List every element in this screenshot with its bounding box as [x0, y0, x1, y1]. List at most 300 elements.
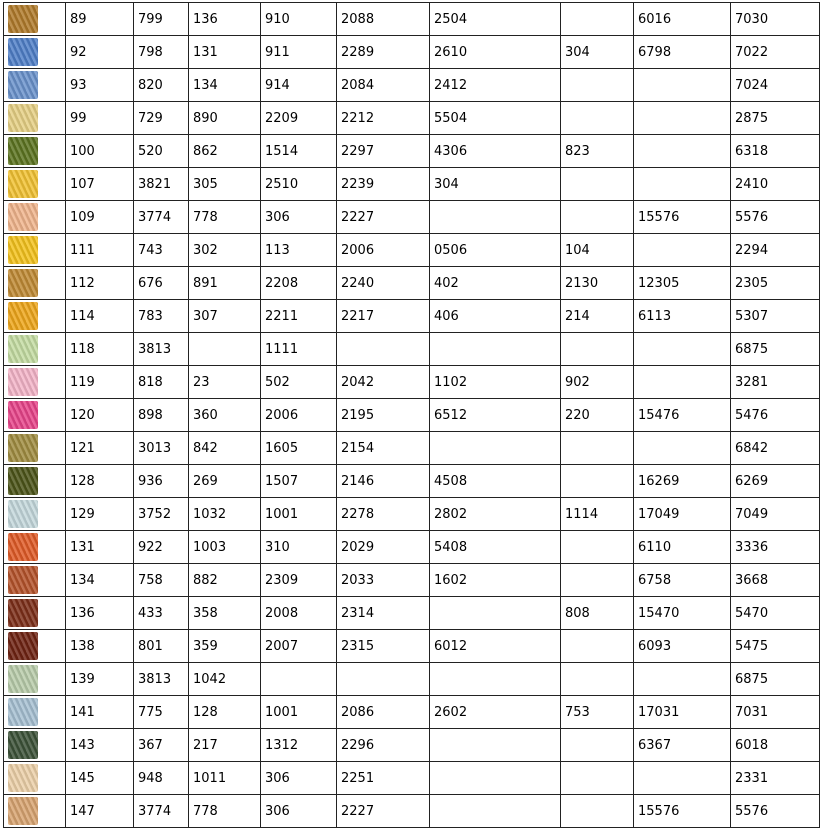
table-cell: 862: [189, 135, 261, 168]
table-row: [4, 729, 820, 762]
table-cell: 753: [561, 696, 634, 729]
table-cell: 2208: [261, 267, 337, 300]
table-cell: 109: [66, 201, 134, 234]
swatch-cell: [4, 168, 66, 201]
table-cell: [634, 366, 731, 399]
table-row: [4, 663, 820, 696]
table-row: [4, 465, 820, 498]
table-row: [4, 597, 820, 630]
table-cell: [561, 69, 634, 102]
table-cell: 147: [66, 795, 134, 828]
table-row: [4, 3, 820, 36]
table-row: [4, 267, 820, 300]
table-cell: 2510: [261, 168, 337, 201]
table-cell: 2227: [337, 201, 430, 234]
table-body: [4, 3, 820, 828]
table-cell: 898: [134, 399, 189, 432]
table-cell: [430, 201, 561, 234]
table-cell: 89: [66, 3, 134, 36]
table-cell: 1032: [189, 498, 261, 531]
swatch-cell: [4, 630, 66, 663]
thread-color-swatch: [8, 434, 38, 462]
table-cell: 129: [66, 498, 134, 531]
table-cell: 1114: [561, 498, 634, 531]
thread-color-swatch: [8, 5, 38, 33]
table-row: [4, 630, 820, 663]
table-cell: 3013: [134, 432, 189, 465]
table-cell: 6012: [430, 630, 561, 663]
table-cell: [561, 630, 634, 663]
table-cell: 3752: [134, 498, 189, 531]
table-cell: 1507: [261, 465, 337, 498]
table-cell: 1003: [189, 531, 261, 564]
table-row: [4, 432, 820, 465]
table-cell: 2289: [337, 36, 430, 69]
table-cell: [634, 762, 731, 795]
table-cell: 304: [430, 168, 561, 201]
table-cell: 6875: [731, 663, 820, 696]
swatch-cell: [4, 36, 66, 69]
thread-color-swatch: [8, 203, 38, 231]
table-cell: [430, 597, 561, 630]
table-cell: 799: [134, 3, 189, 36]
table-cell: 2029: [337, 531, 430, 564]
table-row: [4, 762, 820, 795]
swatch-cell: [4, 729, 66, 762]
table-cell: 2227: [337, 795, 430, 828]
table-cell: 134: [66, 564, 134, 597]
table-cell: 2086: [337, 696, 430, 729]
thread-color-swatch: [8, 236, 38, 264]
table-cell: [634, 234, 731, 267]
table-cell: 139: [66, 663, 134, 696]
table-cell: 112: [66, 267, 134, 300]
table-cell: 2305: [731, 267, 820, 300]
table-cell: [561, 3, 634, 36]
table-cell: 2033: [337, 564, 430, 597]
table-cell: 307: [189, 300, 261, 333]
table-cell: 99: [66, 102, 134, 135]
table-row: [4, 102, 820, 135]
table-cell: 2504: [430, 3, 561, 36]
table-cell: 2239: [337, 168, 430, 201]
table-cell: 6113: [634, 300, 731, 333]
table-row: [4, 498, 820, 531]
table-cell: 358: [189, 597, 261, 630]
swatch-cell: [4, 762, 66, 795]
table-row: [4, 234, 820, 267]
table-cell: [561, 432, 634, 465]
table-row: [4, 201, 820, 234]
table-cell: 306: [261, 762, 337, 795]
table-cell: 1042: [189, 663, 261, 696]
table-cell: 220: [561, 399, 634, 432]
table-cell: 15576: [634, 201, 731, 234]
table-cell: [430, 663, 561, 696]
thread-color-swatch: [8, 71, 38, 99]
thread-color-swatch: [8, 137, 38, 165]
thread-color-swatch: [8, 467, 38, 495]
table-cell: 2088: [337, 3, 430, 36]
swatch-cell: [4, 564, 66, 597]
table-cell: 5475: [731, 630, 820, 663]
table-cell: [561, 168, 634, 201]
thread-color-swatch: [8, 269, 38, 297]
table-cell: 214: [561, 300, 634, 333]
table-cell: 128: [66, 465, 134, 498]
table-cell: [634, 135, 731, 168]
table-cell: 121: [66, 432, 134, 465]
table-cell: 2410: [731, 168, 820, 201]
table-cell: 367: [134, 729, 189, 762]
thread-color-swatch: [8, 38, 38, 66]
thread-color-swatch: [8, 764, 38, 792]
swatch-cell: [4, 795, 66, 828]
thread-color-swatch: [8, 533, 38, 561]
swatch-cell: [4, 399, 66, 432]
table-cell: 6367: [634, 729, 731, 762]
table-cell: 4508: [430, 465, 561, 498]
table-cell: 729: [134, 102, 189, 135]
table-cell: 1111: [261, 333, 337, 366]
table-cell: 5408: [430, 531, 561, 564]
thread-color-swatch: [8, 599, 38, 627]
table-cell: 107: [66, 168, 134, 201]
table-cell: [634, 333, 731, 366]
thread-color-swatch: [8, 665, 38, 693]
table-cell: 1102: [430, 366, 561, 399]
table-cell: 758: [134, 564, 189, 597]
table-cell: [261, 663, 337, 696]
table-row: [4, 333, 820, 366]
table-cell: 113: [261, 234, 337, 267]
swatch-cell: [4, 696, 66, 729]
table-cell: 2331: [731, 762, 820, 795]
table-cell: 6093: [634, 630, 731, 663]
swatch-cell: [4, 663, 66, 696]
table-cell: 2212: [337, 102, 430, 135]
table-cell: 6016: [634, 3, 731, 36]
table-cell: 2240: [337, 267, 430, 300]
table-cell: 902: [561, 366, 634, 399]
swatch-cell: [4, 69, 66, 102]
table-row: [4, 531, 820, 564]
table-cell: 269: [189, 465, 261, 498]
table-cell: 2211: [261, 300, 337, 333]
table-cell: 104: [561, 234, 634, 267]
table-cell: [189, 333, 261, 366]
table-cell: 7022: [731, 36, 820, 69]
table-cell: 305: [189, 168, 261, 201]
table-row: [4, 69, 820, 102]
table-cell: 12305: [634, 267, 731, 300]
table-cell: 3281: [731, 366, 820, 399]
table-cell: 2007: [261, 630, 337, 663]
table-cell: 676: [134, 267, 189, 300]
table-cell: 7024: [731, 69, 820, 102]
table-cell: [561, 465, 634, 498]
table-cell: 15576: [634, 795, 731, 828]
table-cell: 3668: [731, 564, 820, 597]
table-cell: 3821: [134, 168, 189, 201]
table-cell: [430, 729, 561, 762]
table-row: [4, 36, 820, 69]
table-row: [4, 135, 820, 168]
table-cell: 2154: [337, 432, 430, 465]
table-cell: [634, 168, 731, 201]
table-cell: 801: [134, 630, 189, 663]
table-cell: [337, 333, 430, 366]
table-row: [4, 696, 820, 729]
table-cell: 92: [66, 36, 134, 69]
table-cell: 406: [430, 300, 561, 333]
table-cell: 882: [189, 564, 261, 597]
swatch-cell: [4, 432, 66, 465]
table-cell: 7031: [731, 696, 820, 729]
table-cell: [561, 795, 634, 828]
thread-color-swatch: [8, 731, 38, 759]
table-cell: [430, 795, 561, 828]
table-cell: 911: [261, 36, 337, 69]
table-cell: 6269: [731, 465, 820, 498]
table-cell: [561, 762, 634, 795]
table-row: [4, 399, 820, 432]
table-cell: 778: [189, 795, 261, 828]
table-cell: 17031: [634, 696, 731, 729]
color-conversion-table: [3, 2, 820, 828]
table-cell: 100: [66, 135, 134, 168]
table-cell: 5470: [731, 597, 820, 630]
table-cell: 16269: [634, 465, 731, 498]
table-cell: 402: [430, 267, 561, 300]
table-cell: [561, 201, 634, 234]
table-cell: 818: [134, 366, 189, 399]
table-cell: 7030: [731, 3, 820, 36]
table-cell: 910: [261, 3, 337, 36]
table-cell: 2802: [430, 498, 561, 531]
table-cell: [430, 432, 561, 465]
table-cell: [634, 102, 731, 135]
table-cell: 310: [261, 531, 337, 564]
table-cell: 890: [189, 102, 261, 135]
table-row: [4, 366, 820, 399]
table-cell: 2315: [337, 630, 430, 663]
table-cell: 2146: [337, 465, 430, 498]
table-cell: 775: [134, 696, 189, 729]
table-cell: 217: [189, 729, 261, 762]
table-cell: 304: [561, 36, 634, 69]
table-cell: [561, 663, 634, 696]
table-cell: 783: [134, 300, 189, 333]
swatch-cell: [4, 498, 66, 531]
table-cell: 2251: [337, 762, 430, 795]
table-cell: 778: [189, 201, 261, 234]
swatch-cell: [4, 234, 66, 267]
table-cell: 15470: [634, 597, 731, 630]
table-cell: 2610: [430, 36, 561, 69]
table-cell: 1602: [430, 564, 561, 597]
table-cell: [430, 333, 561, 366]
table-cell: 2042: [337, 366, 430, 399]
table-cell: [634, 69, 731, 102]
table-cell: 936: [134, 465, 189, 498]
table-cell: 4306: [430, 135, 561, 168]
table-cell: 798: [134, 36, 189, 69]
table-cell: 2130: [561, 267, 634, 300]
table-cell: 5504: [430, 102, 561, 135]
table-cell: 1312: [261, 729, 337, 762]
table-cell: 2875: [731, 102, 820, 135]
table-cell: 2084: [337, 69, 430, 102]
table-cell: 6018: [731, 729, 820, 762]
thread-color-swatch: [8, 500, 38, 528]
swatch-cell: [4, 531, 66, 564]
table-cell: 2602: [430, 696, 561, 729]
table-cell: 2297: [337, 135, 430, 168]
table-cell: 5307: [731, 300, 820, 333]
table-cell: 823: [561, 135, 634, 168]
table-cell: 5576: [731, 795, 820, 828]
table-cell: 17049: [634, 498, 731, 531]
table-cell: 6110: [634, 531, 731, 564]
table-row: [4, 795, 820, 828]
table-cell: [430, 762, 561, 795]
thread-color-swatch: [8, 335, 38, 363]
table-row: [4, 564, 820, 597]
table-cell: 6842: [731, 432, 820, 465]
table-cell: 6318: [731, 135, 820, 168]
table-cell: 1001: [261, 696, 337, 729]
table-cell: 2217: [337, 300, 430, 333]
table-cell: 2006: [337, 234, 430, 267]
table-cell: [337, 663, 430, 696]
table-cell: 1011: [189, 762, 261, 795]
table-cell: 6758: [634, 564, 731, 597]
table-cell: 131: [189, 36, 261, 69]
table-cell: 0506: [430, 234, 561, 267]
table-cell: 433: [134, 597, 189, 630]
table-cell: 2412: [430, 69, 561, 102]
table-cell: 1514: [261, 135, 337, 168]
table-cell: 3813: [134, 663, 189, 696]
table-cell: 2209: [261, 102, 337, 135]
table-cell: 141: [66, 696, 134, 729]
table-cell: 2296: [337, 729, 430, 762]
table-cell: 138: [66, 630, 134, 663]
table-cell: 306: [261, 201, 337, 234]
swatch-cell: [4, 333, 66, 366]
table-cell: 922: [134, 531, 189, 564]
thread-color-swatch: [8, 566, 38, 594]
table-cell: 93: [66, 69, 134, 102]
table-cell: 145: [66, 762, 134, 795]
swatch-cell: [4, 267, 66, 300]
table-cell: 7049: [731, 498, 820, 531]
swatch-cell: [4, 300, 66, 333]
swatch-cell: [4, 366, 66, 399]
table-cell: 306: [261, 795, 337, 828]
table-cell: [561, 333, 634, 366]
table-row: [4, 300, 820, 333]
table-cell: 3336: [731, 531, 820, 564]
table-cell: 302: [189, 234, 261, 267]
table-cell: [634, 663, 731, 696]
table-cell: 502: [261, 366, 337, 399]
swatch-cell: [4, 465, 66, 498]
swatch-cell: [4, 102, 66, 135]
swatch-cell: [4, 135, 66, 168]
table-cell: 520: [134, 135, 189, 168]
table-cell: 1605: [261, 432, 337, 465]
table-cell: 120: [66, 399, 134, 432]
table-cell: [634, 432, 731, 465]
table-cell: 23: [189, 366, 261, 399]
thread-color-swatch: [8, 698, 38, 726]
table-cell: 5476: [731, 399, 820, 432]
swatch-cell: [4, 597, 66, 630]
swatch-cell: [4, 3, 66, 36]
table-cell: 15476: [634, 399, 731, 432]
table-cell: 820: [134, 69, 189, 102]
table-cell: [561, 729, 634, 762]
thread-color-swatch: [8, 797, 38, 825]
table-cell: 136: [66, 597, 134, 630]
table-cell: 891: [189, 267, 261, 300]
table-cell: 2294: [731, 234, 820, 267]
table-cell: 5576: [731, 201, 820, 234]
thread-color-swatch: [8, 170, 38, 198]
table-cell: 134: [189, 69, 261, 102]
table-cell: [561, 564, 634, 597]
table-cell: 6798: [634, 36, 731, 69]
table-cell: 119: [66, 366, 134, 399]
table-cell: 743: [134, 234, 189, 267]
thread-color-swatch: [8, 104, 38, 132]
table-cell: 3774: [134, 795, 189, 828]
table-cell: 2314: [337, 597, 430, 630]
table-cell: 914: [261, 69, 337, 102]
table-cell: 2008: [261, 597, 337, 630]
table-cell: 128: [189, 696, 261, 729]
swatch-cell: [4, 201, 66, 234]
thread-color-swatch: [8, 368, 38, 396]
thread-color-swatch: [8, 401, 38, 429]
table-cell: 136: [189, 3, 261, 36]
table-cell: 111: [66, 234, 134, 267]
table-cell: 842: [189, 432, 261, 465]
table-cell: 131: [66, 531, 134, 564]
table-row: [4, 168, 820, 201]
table-cell: 1001: [261, 498, 337, 531]
table-cell: 6512: [430, 399, 561, 432]
table-cell: [561, 102, 634, 135]
table-cell: 143: [66, 729, 134, 762]
table-cell: 359: [189, 630, 261, 663]
table-cell: 118: [66, 333, 134, 366]
table-cell: 3774: [134, 201, 189, 234]
table-cell: 948: [134, 762, 189, 795]
table-cell: 3813: [134, 333, 189, 366]
table-cell: [561, 531, 634, 564]
table-cell: 2006: [261, 399, 337, 432]
table-cell: 6875: [731, 333, 820, 366]
table-cell: 2309: [261, 564, 337, 597]
table-cell: 360: [189, 399, 261, 432]
thread-color-swatch: [8, 632, 38, 660]
table-cell: 2278: [337, 498, 430, 531]
thread-color-swatch: [8, 302, 38, 330]
table-cell: 808: [561, 597, 634, 630]
